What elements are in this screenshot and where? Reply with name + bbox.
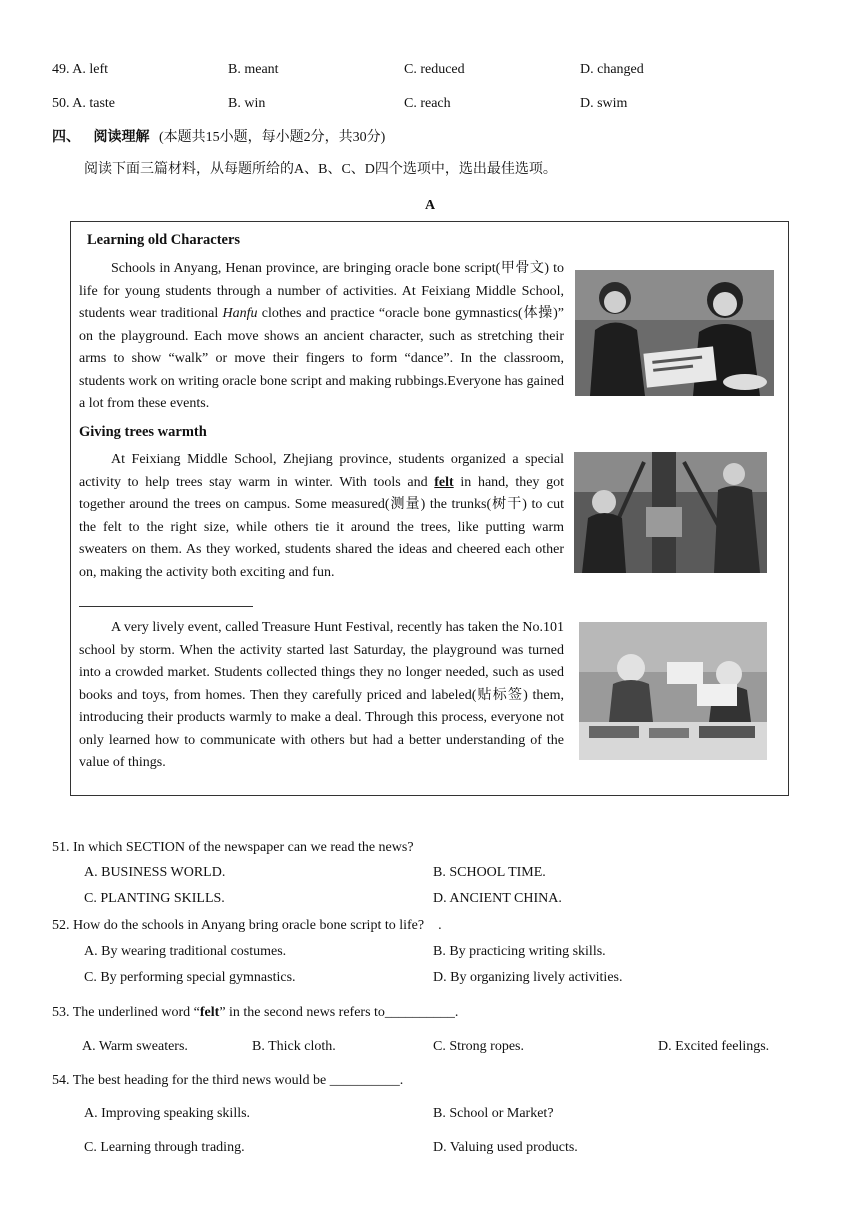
option-b: B. Thick cloth. xyxy=(252,1039,336,1054)
option-d: D. Excited feelings. xyxy=(658,1039,770,1054)
section-note: (本题共15小题，每小题2分，共30分) xyxy=(159,130,386,145)
option-a: A. Improving speaking skills. xyxy=(84,1106,251,1121)
students-oracle-photo xyxy=(575,270,774,396)
option-d: D. Valuing used products. xyxy=(433,1140,578,1155)
option-b: B. win xyxy=(228,96,266,111)
section-number: 四、 xyxy=(52,130,80,145)
option-c: C. Strong ropes. xyxy=(433,1039,524,1054)
passage-box xyxy=(70,221,789,796)
option-c: C. By performing special gymnastics. xyxy=(84,970,296,985)
option-b: B. By practicing writing skills. xyxy=(433,944,606,959)
option-a: A. Warm sweaters. xyxy=(82,1039,188,1054)
option-c: C. reduced xyxy=(404,62,465,77)
section-title: 阅读理解 xyxy=(93,130,150,145)
option-d: D. By organizing lively activities. xyxy=(433,970,623,985)
question-52: 52. How do the schools in Anyang bring oracle bone script to life? . xyxy=(52,918,442,933)
option-b: B. meant xyxy=(228,62,279,77)
option-a: 49. A. left xyxy=(52,62,108,77)
option-c: C. reach xyxy=(404,96,451,111)
question-50 xyxy=(52,94,832,114)
option-a: A. By wearing traditional costumes. xyxy=(84,944,287,959)
option-a: 50. A. taste xyxy=(52,96,115,111)
option-b: B. School or Market? xyxy=(433,1106,554,1121)
option-a: A. BUSINESS WORLD. xyxy=(84,865,226,880)
passage-label: A xyxy=(424,198,436,213)
news-2-text: At Feixiang Middle School, Zhejiang province, students organized a special activity to help trees stay warm in winter. With tools and felt in hand, they got together around the trees on campus. Some measured(测量) the trunks(树干) to cut the felt to the right size, while others tie it around the trees, like putting warm sweaters on them. As they worked, students shared the ideas and cheered each other on, making the activity both exciting and fun. xyxy=(79,452,564,580)
news-1-heading: Learning old Characters xyxy=(87,232,241,248)
option-c: C. Learning through trading. xyxy=(84,1140,245,1155)
option-d: D. changed xyxy=(580,62,644,77)
news-3-heading-blank xyxy=(79,606,253,607)
news-2-heading: Giving trees warmth xyxy=(79,424,207,440)
option-b: B. SCHOOL TIME. xyxy=(433,865,546,880)
tree-warming-photo xyxy=(574,452,767,573)
option-c: C. PLANTING SKILLS. xyxy=(84,891,225,906)
question-49 xyxy=(52,60,832,80)
option-d: D. swim xyxy=(580,96,628,111)
section-heading xyxy=(52,128,385,148)
question-54: 54. The best heading for the third news would be __________. xyxy=(52,1073,404,1088)
news-3-text: A very lively event, called Treasure Hunt Festival, recently has taken the No.101 school by storm. When the activity started last Saturday, the playground was turned into a crowded market. Students collected things they no longer needed, such as used books and toys, from homes. Then they carefully priced and labeled(贴标签) them, introducing their products warmly to make a deal. Through this process, everyone not only learned how to communicate with others but had a better understanding of the value of things. xyxy=(79,620,564,770)
option-d: D. ANCIENT CHINA. xyxy=(433,891,562,906)
question-53: 53. The underlined word “felt” in the second news refers to__________. xyxy=(52,1005,459,1020)
section-instruction: 阅读下面三篇材料，从每题所给的A、B、C、D四个选项中，选出最佳选项。 xyxy=(84,162,557,177)
treasure-hunt-photo xyxy=(579,622,767,760)
question-51: 51. In which SECTION of the newspaper can we read the news? xyxy=(52,840,414,855)
news-1-text: Schools in Anyang, Henan province, are bringing oracle bone script(甲骨文) to life for young students through a number of activities. At Feixiang Middle School, students wear traditional Hanfu clothes and practice “oracle bone gymnastics(体操)” on the playground. Each move shows an ancient character, such as stretching their arms to show “walk” or move their fingers to form “dance”. In the classroom, students work on writing oracle bone script and making rubbings.Everyone has gained a lot from these events. xyxy=(79,261,564,411)
